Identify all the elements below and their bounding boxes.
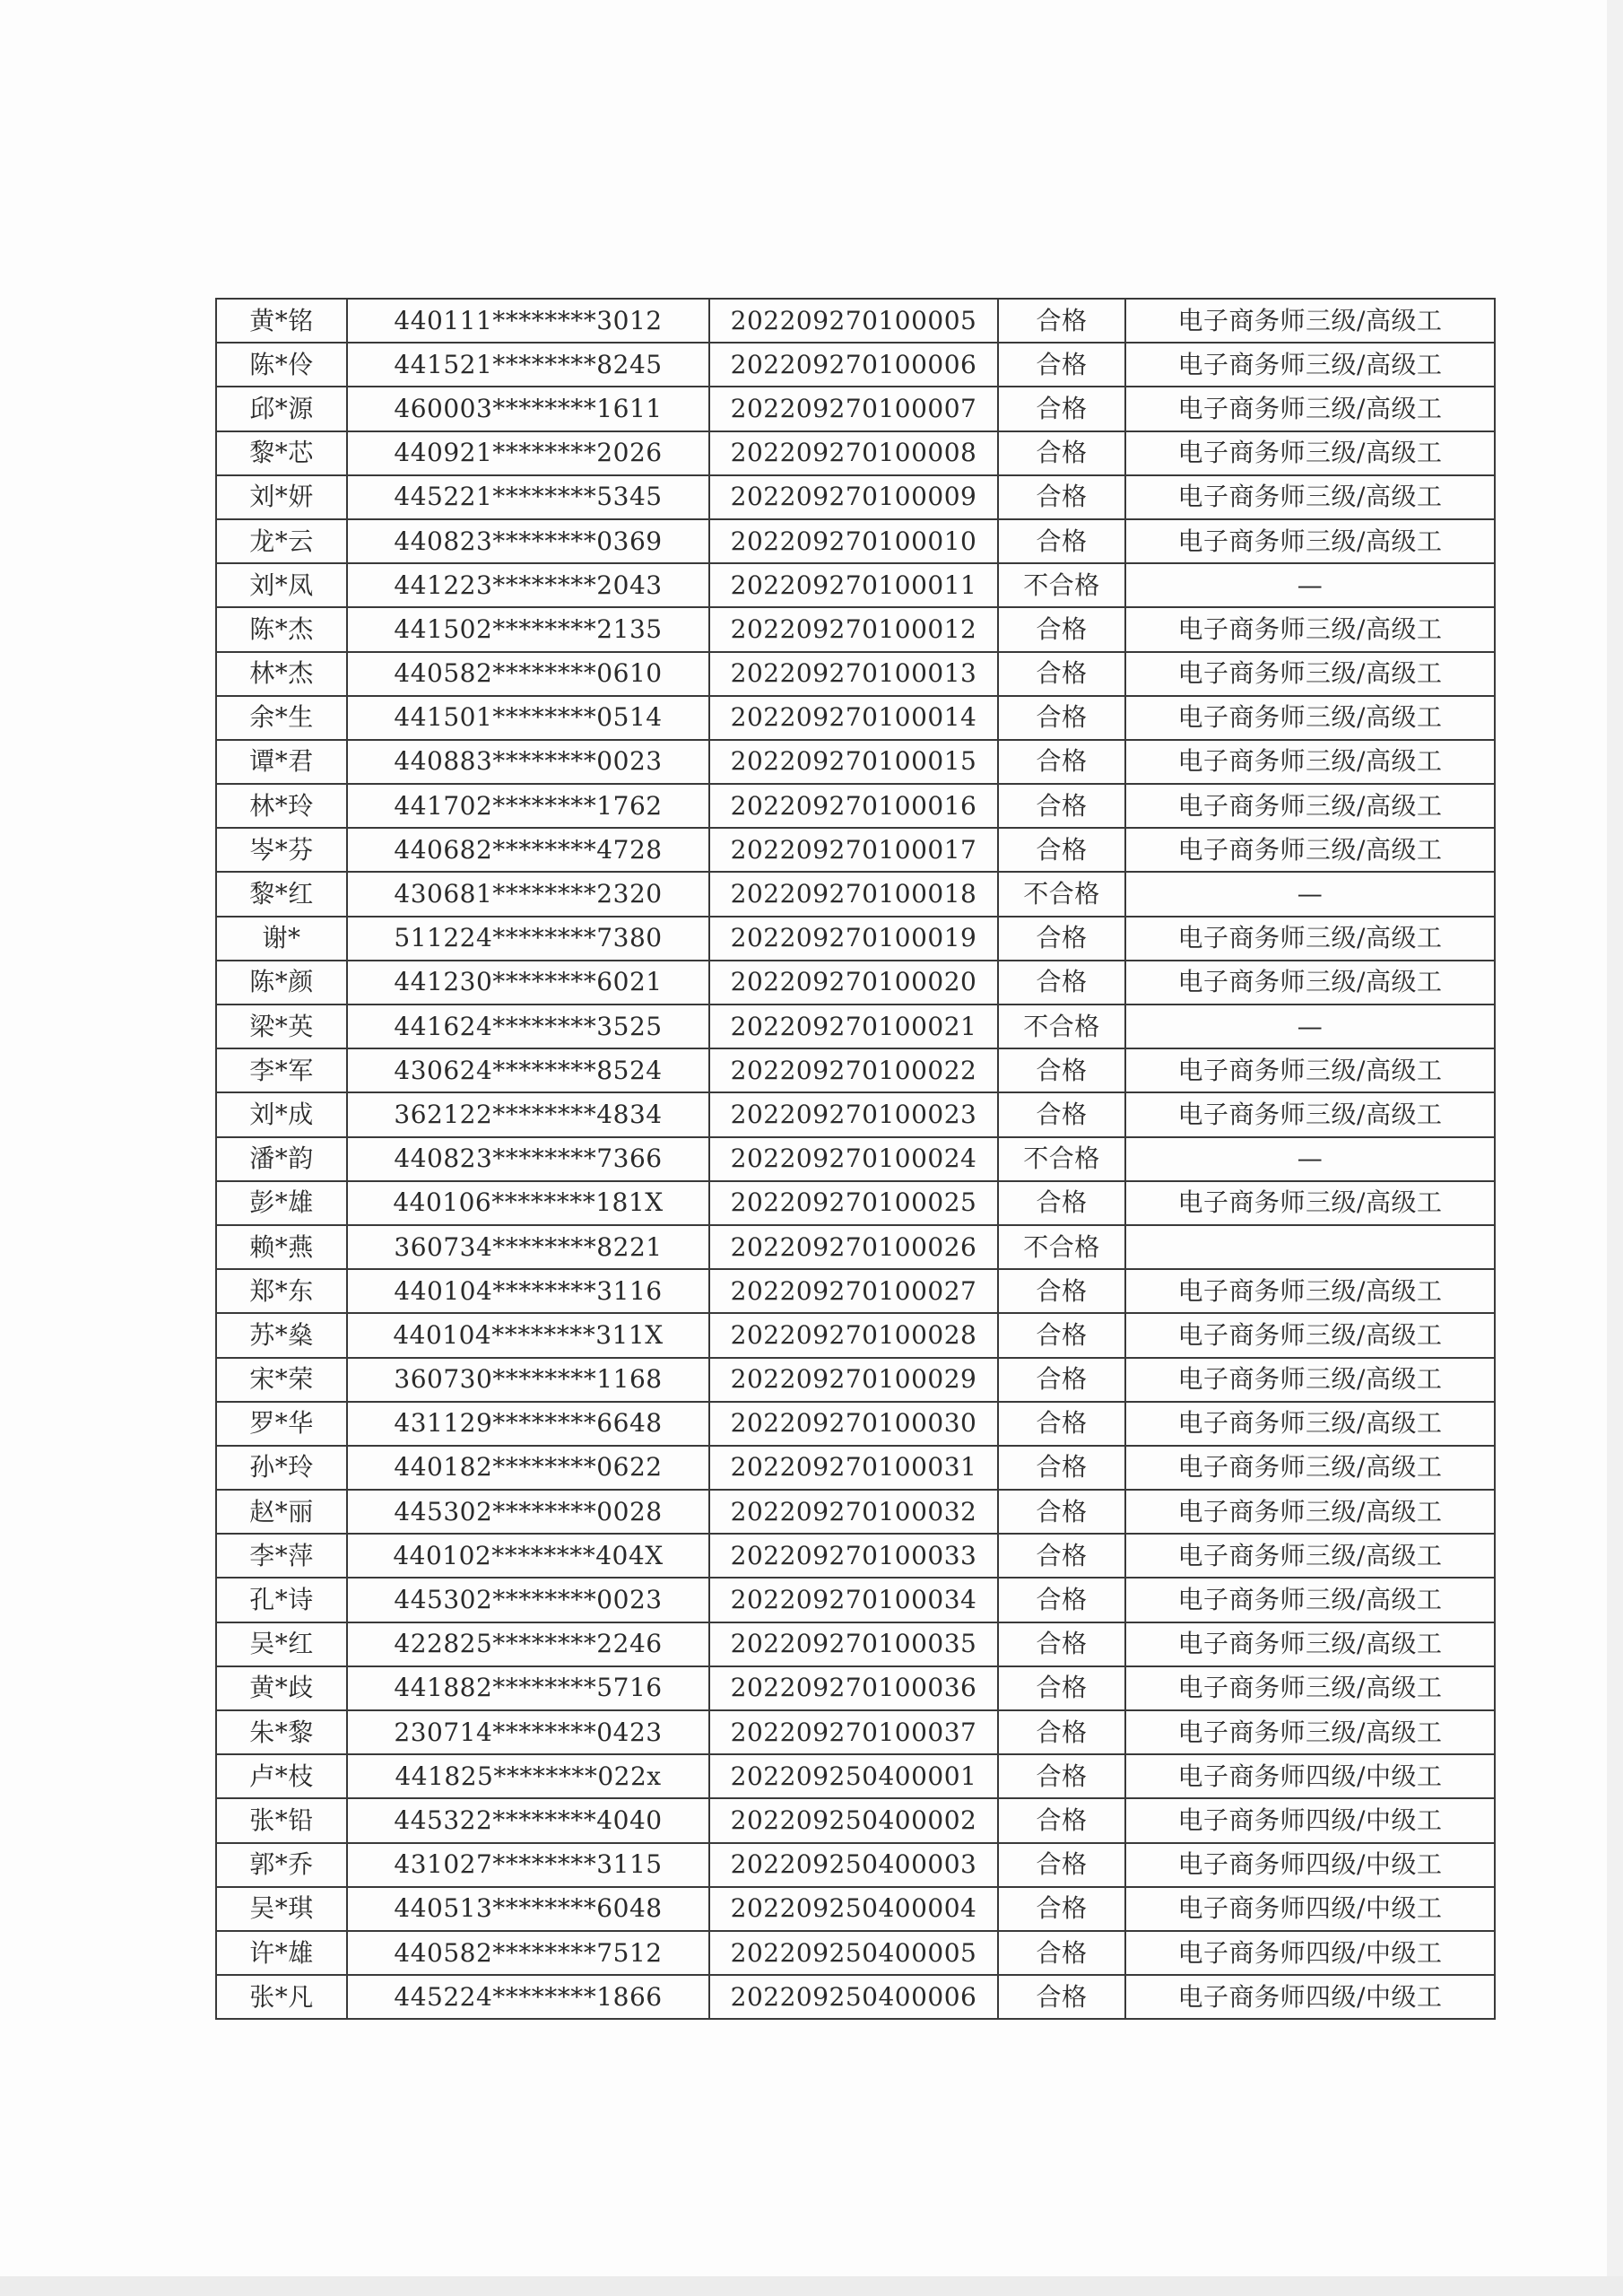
- cell-level: 电子商务师三级/高级工: [1125, 1313, 1495, 1357]
- cell-result: 合格: [998, 1092, 1125, 1136]
- cell-certificate-number: 202209270100028: [709, 1313, 998, 1357]
- cell-name: 宋*荣: [216, 1358, 347, 1402]
- table-row: [216, 431, 1495, 475]
- cell-certificate-number: 202209270100025: [709, 1181, 998, 1225]
- cell-name: 潘*韵: [216, 1137, 347, 1181]
- cell-id-number: 440106********181X: [347, 1181, 709, 1225]
- cell-level: 电子商务师三级/高级工: [1125, 1358, 1495, 1402]
- cell-name: 张*铅: [216, 1798, 347, 1842]
- cell-level: 电子商务师三级/高级工: [1125, 1092, 1495, 1136]
- cell-result: 合格: [998, 652, 1125, 696]
- cell-name: 林*玲: [216, 784, 347, 828]
- cell-level: 电子商务师三级/高级工: [1125, 607, 1495, 651]
- cell-certificate-number: 202209270100020: [709, 961, 998, 1004]
- cell-id-number: 441501********0514: [347, 696, 709, 740]
- cell-result: 合格: [998, 299, 1125, 343]
- cell-id-number: 431129********6648: [347, 1402, 709, 1446]
- cell-name: 郭*乔: [216, 1843, 347, 1887]
- cell-id-number: 445302********0028: [347, 1490, 709, 1534]
- cell-certificate-number: 202209270100022: [709, 1048, 998, 1092]
- cell-name: 陈*颜: [216, 961, 347, 1004]
- table-row: [216, 652, 1495, 696]
- cell-name: 林*杰: [216, 652, 347, 696]
- cell-result: 合格: [998, 696, 1125, 740]
- cell-name: 岑*芬: [216, 828, 347, 872]
- results-table-body: [216, 299, 1495, 2019]
- cell-name: 赵*丽: [216, 1490, 347, 1534]
- cell-certificate-number: 202209270100034: [709, 1578, 998, 1622]
- cell-level: 电子商务师四级/中级工: [1125, 1843, 1495, 1887]
- cell-result: 合格: [998, 917, 1125, 961]
- cell-result: 合格: [998, 1269, 1125, 1313]
- cell-result: 合格: [998, 1887, 1125, 1931]
- cell-certificate-number: 202209270100037: [709, 1710, 998, 1754]
- cell-result: 合格: [998, 961, 1125, 1004]
- cell-id-number: 440582********7512: [347, 1931, 709, 1975]
- table-row: [216, 1843, 1495, 1887]
- cell-certificate-number: 202209270100030: [709, 1402, 998, 1446]
- cell-level: 电子商务师三级/高级工: [1125, 1048, 1495, 1092]
- cell-certificate-number: 202209270100006: [709, 343, 998, 387]
- cell-certificate-number: 202209270100011: [709, 563, 998, 607]
- cell-name: 刘*凤: [216, 563, 347, 607]
- cell-certificate-number: 202209270100007: [709, 387, 998, 430]
- table-row: [216, 519, 1495, 563]
- cell-id-number: 511224********7380: [347, 917, 709, 961]
- cell-result: 合格: [998, 519, 1125, 563]
- cell-id-number: 441502********2135: [347, 607, 709, 651]
- cell-id-number: 430624********8524: [347, 1048, 709, 1092]
- cell-name: 黄*铭: [216, 299, 347, 343]
- cell-level: 电子商务师三级/高级工: [1125, 1666, 1495, 1710]
- page-bottom-edge: [0, 2276, 1623, 2296]
- cell-certificate-number: 202209250400003: [709, 1843, 998, 1887]
- cell-result: 合格: [998, 1710, 1125, 1754]
- cell-certificate-number: 202209270100032: [709, 1490, 998, 1534]
- cell-name: 朱*黎: [216, 1710, 347, 1754]
- cell-id-number: 440104********3116: [347, 1269, 709, 1313]
- cell-result: 合格: [998, 740, 1125, 784]
- cell-certificate-number: 202209270100033: [709, 1534, 998, 1578]
- cell-name: 刘*成: [216, 1092, 347, 1136]
- cell-level: 电子商务师三级/高级工: [1125, 1710, 1495, 1754]
- cell-level: 电子商务师三级/高级工: [1125, 961, 1495, 1004]
- cell-name: 李*军: [216, 1048, 347, 1092]
- cell-level: 电子商务师三级/高级工: [1125, 1402, 1495, 1446]
- cell-result: 合格: [998, 1534, 1125, 1578]
- cell-name: 黎*芯: [216, 431, 347, 475]
- results-table: [215, 298, 1496, 2020]
- cell-result: 合格: [998, 1446, 1125, 1490]
- cell-result: 合格: [998, 784, 1125, 828]
- cell-result: 合格: [998, 1313, 1125, 1357]
- cell-name: 孔*诗: [216, 1578, 347, 1622]
- cell-level: 电子商务师三级/高级工: [1125, 387, 1495, 430]
- cell-id-number: 441702********1762: [347, 784, 709, 828]
- cell-level: 电子商务师三级/高级工: [1125, 1578, 1495, 1622]
- cell-result: 合格: [998, 1666, 1125, 1710]
- cell-name: 谭*君: [216, 740, 347, 784]
- cell-id-number: 440823********7366: [347, 1137, 709, 1181]
- cell-level: 电子商务师三级/高级工: [1125, 1490, 1495, 1534]
- cell-level: 电子商务师三级/高级工: [1125, 784, 1495, 828]
- cell-level: 电子商务师三级/高级工: [1125, 475, 1495, 519]
- cell-certificate-number: 202209270100008: [709, 431, 998, 475]
- cell-id-number: 440883********0023: [347, 740, 709, 784]
- cell-name: 陈*伶: [216, 343, 347, 387]
- cell-level: 电子商务师三级/高级工: [1125, 1622, 1495, 1666]
- cell-id-number: 441882********5716: [347, 1666, 709, 1710]
- page-right-edge: [1607, 0, 1623, 2296]
- cell-name: 孙*玲: [216, 1446, 347, 1490]
- cell-level: 电子商务师四级/中级工: [1125, 1931, 1495, 1975]
- cell-result: 合格: [998, 1048, 1125, 1092]
- cell-name: 龙*云: [216, 519, 347, 563]
- cell-certificate-number: 202209270100023: [709, 1092, 998, 1136]
- cell-level: 电子商务师三级/高级工: [1125, 299, 1495, 343]
- cell-name: 许*雄: [216, 1931, 347, 1975]
- cell-level: —: [1125, 1004, 1495, 1048]
- cell-id-number: 441521********8245: [347, 343, 709, 387]
- table-row: [216, 1137, 1495, 1181]
- cell-certificate-number: 202209270100010: [709, 519, 998, 563]
- cell-id-number: 440682********4728: [347, 828, 709, 872]
- table-row: [216, 1578, 1495, 1622]
- cell-result: 合格: [998, 1402, 1125, 1446]
- cell-name: 梁*英: [216, 1004, 347, 1048]
- table-row: [216, 1931, 1495, 1975]
- cell-result: 合格: [998, 607, 1125, 651]
- cell-name: 卢*枝: [216, 1754, 347, 1798]
- cell-name: 余*生: [216, 696, 347, 740]
- cell-name: 罗*华: [216, 1402, 347, 1446]
- cell-certificate-number: 202209250400002: [709, 1798, 998, 1842]
- cell-certificate-number: 202209250400006: [709, 1975, 998, 2019]
- cell-certificate-number: 202209250400001: [709, 1754, 998, 1798]
- cell-certificate-number: 202209270100024: [709, 1137, 998, 1181]
- cell-level: 电子商务师四级/中级工: [1125, 1798, 1495, 1842]
- cell-id-number: 360734********8221: [347, 1225, 709, 1269]
- cell-id-number: 230714********0423: [347, 1710, 709, 1754]
- cell-certificate-number: 202209250400005: [709, 1931, 998, 1975]
- cell-id-number: 440182********0622: [347, 1446, 709, 1490]
- table-row: [216, 1181, 1495, 1225]
- cell-id-number: 441825********022x: [347, 1754, 709, 1798]
- cell-id-number: 430681********2320: [347, 872, 709, 916]
- cell-certificate-number: 202209270100036: [709, 1666, 998, 1710]
- table-row: [216, 1534, 1495, 1578]
- table-row: [216, 872, 1495, 916]
- table-row: [216, 1666, 1495, 1710]
- cell-result: 合格: [998, 343, 1125, 387]
- table-row: [216, 387, 1495, 430]
- cell-id-number: 445302********0023: [347, 1578, 709, 1622]
- cell-result: 合格: [998, 1578, 1125, 1622]
- table-row: [216, 1004, 1495, 1048]
- cell-id-number: 440102********404X: [347, 1534, 709, 1578]
- cell-name: 张*凡: [216, 1975, 347, 2019]
- cell-certificate-number: 202209270100014: [709, 696, 998, 740]
- cell-level: 电子商务师三级/高级工: [1125, 431, 1495, 475]
- cell-name: 郑*东: [216, 1269, 347, 1313]
- cell-level: —: [1125, 1137, 1495, 1181]
- cell-result: 合格: [998, 431, 1125, 475]
- cell-result: 合格: [998, 1622, 1125, 1666]
- cell-id-number: 440104********311X: [347, 1313, 709, 1357]
- cell-name: 吴*琪: [216, 1887, 347, 1931]
- cell-id-number: 445224********1866: [347, 1975, 709, 2019]
- table-row: [216, 1269, 1495, 1313]
- cell-result: 合格: [998, 1181, 1125, 1225]
- cell-id-number: 431027********3115: [347, 1843, 709, 1887]
- table-row: [216, 1754, 1495, 1798]
- cell-certificate-number: 202209270100015: [709, 740, 998, 784]
- cell-id-number: 441624********3525: [347, 1004, 709, 1048]
- cell-result: 不合格: [998, 1137, 1125, 1181]
- table-row: [216, 1887, 1495, 1931]
- cell-id-number: 440111********3012: [347, 299, 709, 343]
- cell-certificate-number: 202209270100029: [709, 1358, 998, 1402]
- table-row: [216, 1446, 1495, 1490]
- cell-result: 合格: [998, 1975, 1125, 2019]
- cell-id-number: 440823********0369: [347, 519, 709, 563]
- cell-level: 电子商务师三级/高级工: [1125, 828, 1495, 872]
- cell-result: 合格: [998, 1490, 1125, 1534]
- cell-certificate-number: 202209270100018: [709, 872, 998, 916]
- cell-level: 电子商务师三级/高级工: [1125, 1534, 1495, 1578]
- cell-id-number: 441230********6021: [347, 961, 709, 1004]
- cell-name: 黎*红: [216, 872, 347, 916]
- cell-id-number: 362122********4834: [347, 1092, 709, 1136]
- cell-level: 电子商务师三级/高级工: [1125, 696, 1495, 740]
- table-row: [216, 299, 1495, 343]
- cell-certificate-number: 202209270100019: [709, 917, 998, 961]
- table-row: [216, 696, 1495, 740]
- cell-level: —: [1125, 563, 1495, 607]
- cell-level: —: [1125, 872, 1495, 916]
- cell-result: 合格: [998, 387, 1125, 430]
- table-row: [216, 607, 1495, 651]
- cell-id-number: 360730********1168: [347, 1358, 709, 1402]
- cell-certificate-number: 202209270100026: [709, 1225, 998, 1269]
- table-row: [216, 740, 1495, 784]
- table-row: [216, 917, 1495, 961]
- cell-name: 苏*燊: [216, 1313, 347, 1357]
- table-row: [216, 1048, 1495, 1092]
- cell-certificate-number: 202209270100012: [709, 607, 998, 651]
- cell-certificate-number: 202209270100016: [709, 784, 998, 828]
- cell-result: 合格: [998, 1843, 1125, 1887]
- cell-level: 电子商务师三级/高级工: [1125, 343, 1495, 387]
- cell-level: 电子商务师三级/高级工: [1125, 1181, 1495, 1225]
- table-row: [216, 1092, 1495, 1136]
- cell-certificate-number: 202209270100017: [709, 828, 998, 872]
- cell-certificate-number: 202209270100005: [709, 299, 998, 343]
- cell-level: 电子商务师三级/高级工: [1125, 917, 1495, 961]
- table-row: [216, 475, 1495, 519]
- cell-result: 合格: [998, 1754, 1125, 1798]
- cell-result: 合格: [998, 475, 1125, 519]
- table-row: [216, 1798, 1495, 1842]
- cell-level: 电子商务师四级/中级工: [1125, 1975, 1495, 2019]
- cell-level: 电子商务师三级/高级工: [1125, 1269, 1495, 1313]
- cell-name: 黄*歧: [216, 1666, 347, 1710]
- cell-name: 吴*红: [216, 1622, 347, 1666]
- cell-certificate-number: 202209270100035: [709, 1622, 998, 1666]
- cell-certificate-number: 202209270100031: [709, 1446, 998, 1490]
- cell-id-number: 445221********5345: [347, 475, 709, 519]
- cell-certificate-number: 202209270100013: [709, 652, 998, 696]
- cell-level: 电子商务师三级/高级工: [1125, 519, 1495, 563]
- cell-result: 不合格: [998, 1004, 1125, 1048]
- table-row: [216, 1710, 1495, 1754]
- table-row: [216, 563, 1495, 607]
- cell-id-number: 422825********2246: [347, 1622, 709, 1666]
- cell-name: 邱*源: [216, 387, 347, 430]
- cell-result: 合格: [998, 1931, 1125, 1975]
- cell-level: 电子商务师四级/中级工: [1125, 1754, 1495, 1798]
- cell-level: 电子商务师三级/高级工: [1125, 1446, 1495, 1490]
- cell-id-number: 441223********2043: [347, 563, 709, 607]
- cell-level: 电子商务师三级/高级工: [1125, 652, 1495, 696]
- cell-certificate-number: 202209270100027: [709, 1269, 998, 1313]
- table-row: [216, 1402, 1495, 1446]
- table-row: [216, 1622, 1495, 1666]
- cell-name: 陈*杰: [216, 607, 347, 651]
- cell-result: 不合格: [998, 1225, 1125, 1269]
- cell-certificate-number: 202209270100009: [709, 475, 998, 519]
- cell-id-number: 445322********4040: [347, 1798, 709, 1842]
- cell-certificate-number: 202209270100021: [709, 1004, 998, 1048]
- cell-name: 李*萍: [216, 1534, 347, 1578]
- table-row: [216, 1313, 1495, 1357]
- cell-result: 合格: [998, 828, 1125, 872]
- cell-result: 合格: [998, 1798, 1125, 1842]
- cell-level: 电子商务师四级/中级工: [1125, 1887, 1495, 1931]
- table-row: [216, 1490, 1495, 1534]
- table-row: [216, 828, 1495, 872]
- table-row: [216, 343, 1495, 387]
- cell-id-number: 460003********1611: [347, 387, 709, 430]
- cell-level: [1125, 1225, 1495, 1269]
- table-row: [216, 1225, 1495, 1269]
- cell-id-number: 440921********2026: [347, 431, 709, 475]
- cell-certificate-number: 202209250400004: [709, 1887, 998, 1931]
- table-row: [216, 784, 1495, 828]
- cell-name: 彭*雄: [216, 1181, 347, 1225]
- cell-level: 电子商务师三级/高级工: [1125, 740, 1495, 784]
- cell-id-number: 440513********6048: [347, 1887, 709, 1931]
- cell-name: 刘*妍: [216, 475, 347, 519]
- table-row: [216, 1358, 1495, 1402]
- table-row: [216, 961, 1495, 1004]
- cell-name: 谢*: [216, 917, 347, 961]
- cell-id-number: 440582********0610: [347, 652, 709, 696]
- table-row: [216, 1975, 1495, 2019]
- cell-name: 赖*燕: [216, 1225, 347, 1269]
- cell-result: 不合格: [998, 872, 1125, 916]
- cell-result: 合格: [998, 1358, 1125, 1402]
- cell-result: 不合格: [998, 563, 1125, 607]
